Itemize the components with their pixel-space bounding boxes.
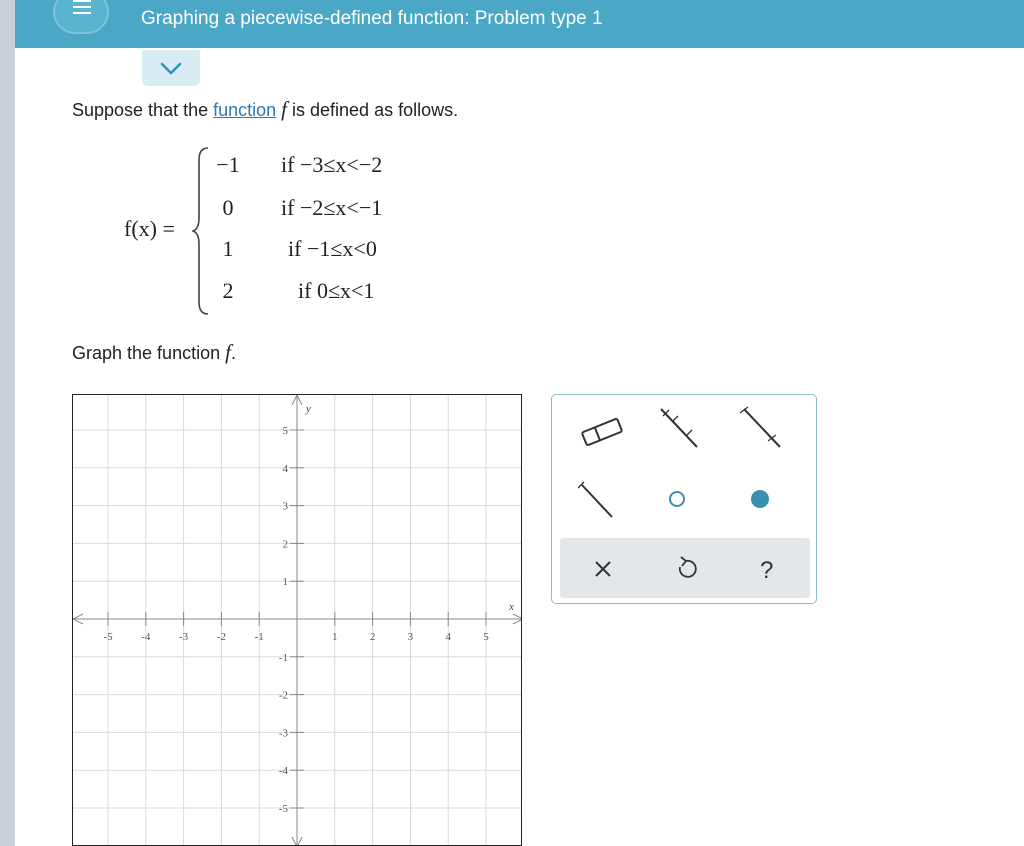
x-tick-label: -1 <box>254 631 264 643</box>
page-title: Graphing a piecewise-defined function: Problem type 1 <box>141 8 603 29</box>
piece-value: 1 <box>222 236 234 261</box>
x-axis-label: x <box>509 601 514 613</box>
help-button[interactable] <box>746 548 796 588</box>
y-axis-label: y <box>306 403 311 415</box>
piece-value: −1 <box>216 152 240 177</box>
y-tick-label: -5 <box>278 803 288 815</box>
segment-tool[interactable] <box>572 473 632 523</box>
instruction-period: . <box>230 343 236 363</box>
svg-text:?: ? <box>760 557 774 584</box>
piece-condition: if −1≤x<0 <box>288 236 377 261</box>
piece-condition: if 0≤x<1 <box>298 278 375 303</box>
open-point-tool[interactable] <box>655 473 715 523</box>
x-tick-label: 1 <box>332 631 338 643</box>
prompt-text-before: Suppose that the <box>72 100 214 120</box>
instruction-var: f <box>225 340 231 364</box>
x-icon <box>582 548 632 588</box>
y-tick-label: 1 <box>282 576 288 589</box>
left-edge-strip <box>0 0 15 846</box>
y-tick-label: -4 <box>278 765 288 778</box>
undo-icon <box>664 548 714 588</box>
prompt-text-after: is defined as follows. <box>287 100 459 120</box>
action-bar <box>560 538 810 598</box>
line-tool[interactable] <box>655 403 715 453</box>
piece-condition: if −3≤x<−2 <box>281 152 383 177</box>
undo-button[interactable] <box>664 548 714 588</box>
ray-icon <box>738 403 798 453</box>
y-tick-label: 3 <box>282 500 288 513</box>
graph-area[interactable] <box>72 394 522 846</box>
piece-value: 2 <box>222 278 234 303</box>
y-tick-label: -1 <box>278 651 288 664</box>
header-bar <box>15 0 1024 48</box>
question-mark-icon <box>746 548 796 588</box>
function-label: f(x) = <box>124 216 175 241</box>
x-tick-label: 4 <box>445 631 451 643</box>
line-segment-icon <box>655 403 715 453</box>
eraser-tool[interactable] <box>572 407 632 457</box>
graph-tool-panel <box>551 394 817 604</box>
y-tick-label: -2 <box>278 689 288 702</box>
filled-circle-icon <box>738 473 798 523</box>
x-tick-label: 5 <box>483 631 489 643</box>
hamburger-menu-icon[interactable] <box>53 0 109 34</box>
chevron-down-icon <box>159 59 183 77</box>
instruction-text: Graph the function <box>72 343 226 363</box>
closed-point-tool[interactable] <box>738 473 798 523</box>
coordinate-grid[interactable] <box>73 395 522 846</box>
open-circle-icon <box>655 473 715 523</box>
eraser-icon <box>572 407 632 457</box>
x-tick-label: 2 <box>369 631 376 643</box>
piece-value: 0 <box>222 195 234 220</box>
ray-tool[interactable] <box>738 403 798 453</box>
x-tick-label: -5 <box>103 631 113 643</box>
piece-condition: if −2≤x<−1 <box>281 195 383 220</box>
prompt-var: f <box>281 97 288 121</box>
segment-icon <box>572 473 632 523</box>
y-tick-label: 5 <box>282 425 288 437</box>
x-tick-label: -4 <box>141 631 151 643</box>
function-link[interactable]: function <box>213 100 277 120</box>
x-tick-label: 3 <box>407 631 414 643</box>
clear-button[interactable] <box>582 548 632 588</box>
y-tick-label: -3 <box>278 727 288 740</box>
y-tick-label: 2 <box>282 538 288 551</box>
x-tick-label: -2 <box>216 631 226 643</box>
instruction <box>72 340 236 365</box>
y-tick-label: 4 <box>282 462 288 475</box>
x-tick-label: -3 <box>179 631 189 643</box>
problem-prompt <box>72 97 458 122</box>
collapse-button[interactable] <box>142 50 200 86</box>
